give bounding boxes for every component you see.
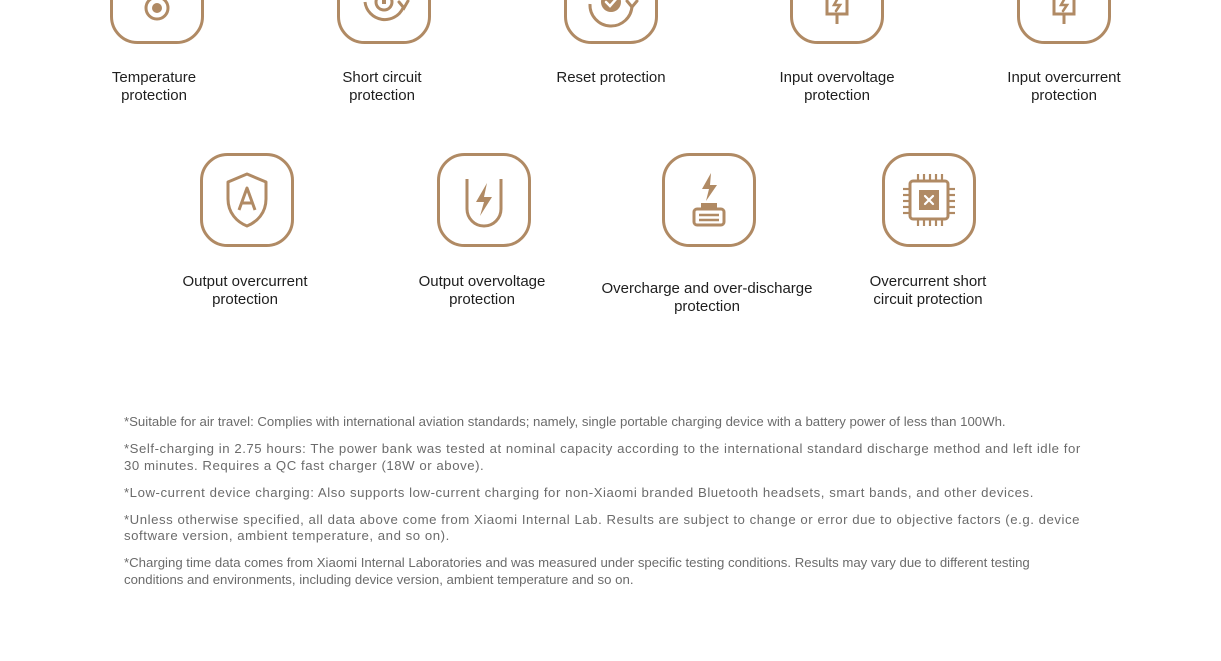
feature-label-input-overcurrent: Input overcurrent protection	[1007, 69, 1121, 104]
battery-charge-icon	[662, 153, 756, 247]
reset-check-icon	[564, 0, 658, 44]
feature-label-output-overvoltage: Output overvoltage protection	[418, 273, 546, 308]
footnotes	[124, 414, 1084, 599]
feature-label-temperature: Temperature protection	[111, 69, 197, 104]
feature-label-short-circuit: Short circuit protection	[342, 69, 422, 104]
note-low-current: *Low-current device charging: Also supports low-current charging for non-Xiaomi branded Bluetooth headsets, smart bands, and other devices.	[124, 484, 1034, 500]
input-voltage-plug-icon	[790, 0, 884, 44]
chip-icon	[882, 153, 976, 247]
note-charging-time: *Charging time data comes from Xiaomi Internal Laboratories and was measured under specific testing conditions. Results may vary due to different testing conditions and environments, including device version, ambient temperature and so on.	[124, 555, 1030, 587]
thermometer-icon	[110, 0, 204, 44]
feature-label-overcharge: Overcharge and over-discharge protection	[601, 280, 813, 315]
note-internal-lab: *Unless otherwise specified, all data above come from Xiaomi Internal Lab. Results are subject to change or error due to objective factors (e.g. device software version, ambient temperature, and so on).	[124, 511, 1081, 543]
feature-label-input-overvoltage: Input overvoltage protection	[779, 69, 895, 104]
feature-label-overcurrent-short: Overcurrent short circuit protection	[869, 273, 987, 308]
shield-a-icon	[200, 153, 294, 247]
note-air-travel: *Suitable for air travel: Complies with international aviation standards; namely, single portable charging device with a battery power of less than 100Wh.	[124, 414, 1006, 429]
lightning-u-icon	[437, 153, 531, 247]
note-self-charging: *Self-charging in 2.75 hours: The power bank was tested at nominal capacity according to the international standard discharge method and left idle for 30 minutes. Requires a QC fast charger (18W or above).	[124, 441, 1081, 473]
feature-label-reset: Reset protection	[556, 69, 666, 86]
short-circuit-icon	[337, 0, 431, 44]
input-current-plug-icon	[1017, 0, 1111, 44]
feature-label-output-overcurrent: Output overcurrent protection	[182, 273, 308, 308]
